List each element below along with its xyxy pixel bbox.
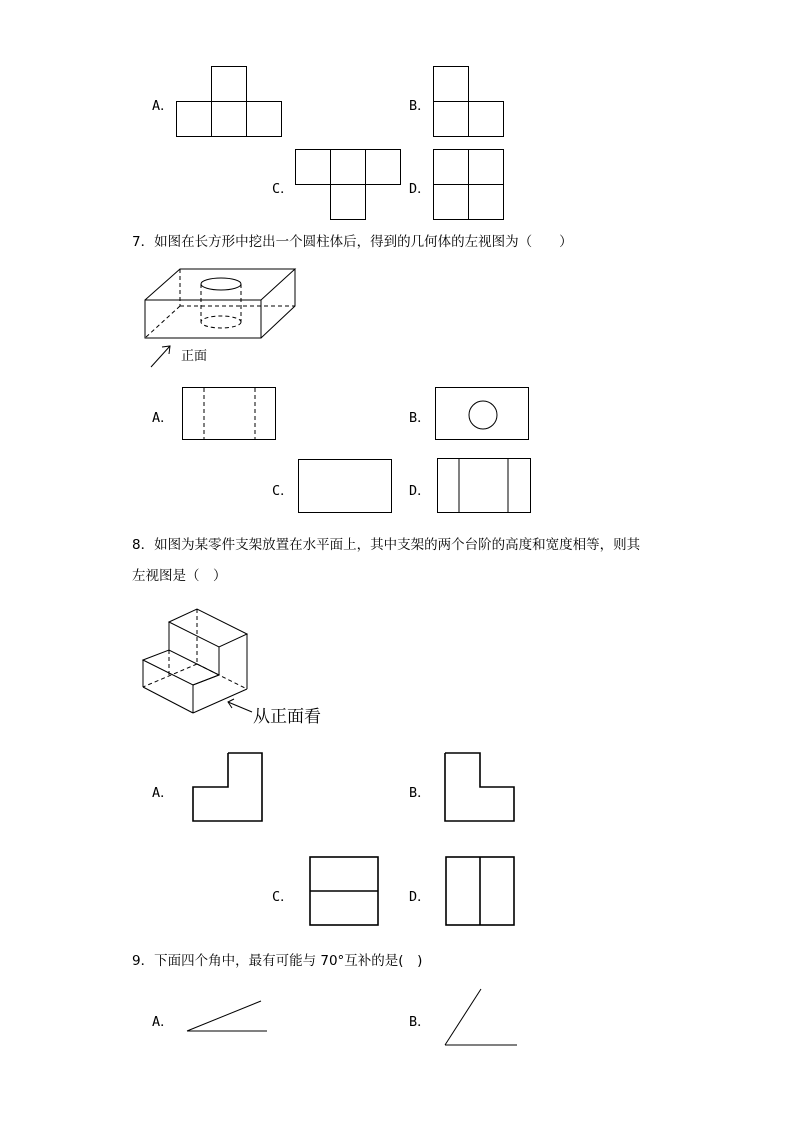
q6-option-a-figure[interactable] [176,66,284,138]
q6-option-b-label[interactable]: B． [409,98,431,114]
q9-option-a-label[interactable]: A． [152,1014,174,1030]
q7-solid-figure [140,266,300,370]
q8-option-a-figure[interactable] [192,752,264,824]
q8-stem-line2: 左视图是（ ） [132,568,227,584]
q8-option-d-label[interactable]: D． [409,889,431,905]
q7-option-c-figure[interactable] [298,459,394,515]
q6-option-c-figure[interactable] [295,149,403,221]
q8-option-c-figure[interactable] [309,856,381,928]
q6-option-d-figure[interactable] [433,149,505,221]
q7-option-a-label[interactable]: A． [152,410,174,426]
q7-option-b-figure[interactable] [435,387,531,441]
q8-front-caption: 从正面看 [253,707,321,727]
q8-option-d-figure[interactable] [445,856,517,928]
q8-bracket-figure [138,604,258,716]
q9-option-a-angle[interactable] [185,998,271,1034]
q6-option-a-label[interactable]: A． [152,98,174,114]
q8-option-b-label[interactable]: B． [409,785,431,801]
q8-option-b-figure[interactable] [444,752,516,824]
q9-option-b-angle[interactable] [443,987,519,1049]
q6-option-c-label[interactable]: C． [272,181,294,197]
q6-option-b-figure[interactable] [433,66,505,138]
q9-option-b-label[interactable]: B． [409,1014,431,1030]
q7-option-d-figure[interactable] [437,458,533,514]
q8-stem-line1: 8．如图为某零件支架放置在水平面上，其中支架的两个台阶的高度和宽度相等，则其 [132,537,641,553]
q7-option-c-label[interactable]: C． [272,483,294,499]
q7-front-caption: 正面 [181,349,208,364]
q7-option-b-label[interactable]: B． [409,410,431,426]
q8-option-c-label[interactable]: C． [272,889,294,905]
q7-option-a-figure[interactable] [182,387,278,441]
q7-option-d-label[interactable]: D． [409,483,431,499]
q6-option-d-label[interactable]: D． [409,181,431,197]
q9-stem: 9．下面四个角中，最有可能与 70°互补的是( ) [132,953,423,969]
q7-stem: 7．如图在长方形中挖出一个圆柱体后，得到的几何体的左视图为（ ） [132,234,573,250]
q8-option-a-label[interactable]: A． [152,785,174,801]
